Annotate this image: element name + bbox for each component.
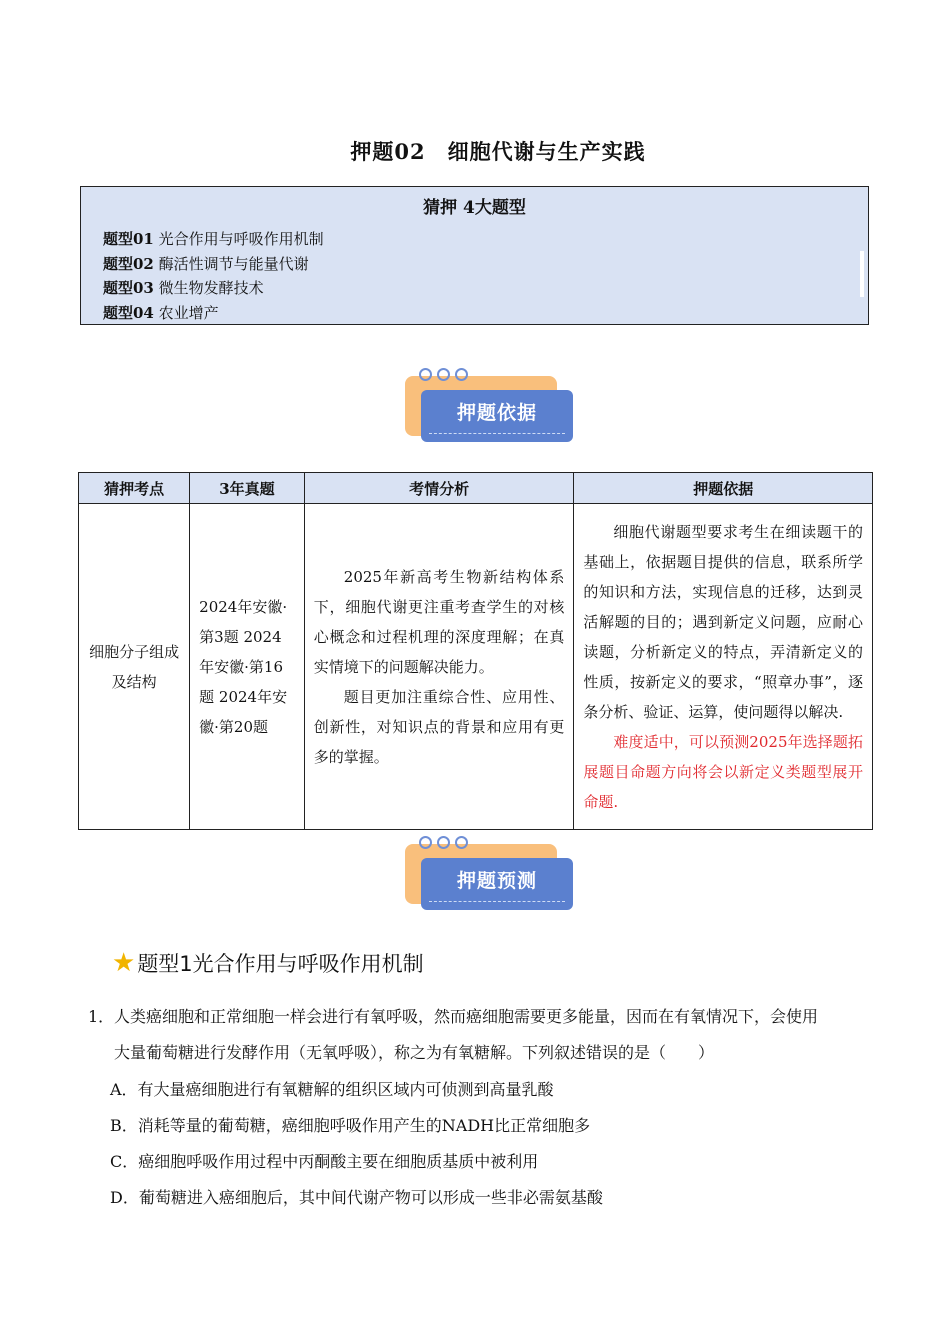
summary-item [103, 252, 324, 277]
question-stem [88, 1002, 868, 1032]
binder-ring-icon [419, 836, 432, 849]
answer-option-d[interactable]: D．葡萄糖进入癌细胞后，其中间代谢产物可以形成一些非必需氨基酸 [110, 1188, 603, 1207]
badge-label-box [421, 858, 573, 910]
table-header: 考情分析 [304, 473, 574, 504]
prediction-basis-table [78, 472, 873, 830]
summary-item [103, 276, 324, 301]
page-title: 押题02 细胞代谢与生产实践 [350, 139, 646, 164]
topic-cell: 细胞分子组成及结构 [79, 504, 190, 830]
prediction-badge [405, 834, 575, 914]
section-heading-text: 题型1光合作用与呼吸作用机制 [137, 952, 424, 976]
summary-item-text: 酶活性调节与能量代谢 [158, 254, 309, 273]
question-number: 1． [88, 1007, 115, 1026]
table-header: 猜押考点 [79, 473, 190, 504]
question-stem-line: 大量葡萄糖进行发酵作用（无氧呼吸），称之为有氧糖解。下列叙述错误的是（ ） [114, 1043, 715, 1062]
binder-ring-icon [419, 368, 432, 381]
basis-badge [405, 366, 575, 446]
badge-dashed-line [429, 433, 565, 434]
section-heading [112, 948, 424, 978]
summary-item-prefix: 题型04 [103, 303, 154, 322]
summary-item-prefix: 题型01 [103, 230, 154, 248]
summary-list [103, 227, 324, 325]
badge-label-box [421, 390, 573, 442]
analysis-paragraph: 2025年新高考生物新结构体系下，细胞代谢更注重考查学生的对核心概念和过程机理的深度理解；在真实情境下的问题解决能力。 [313, 567, 565, 676]
question-1 [88, 1002, 868, 1216]
summary-item-prefix: 题型03 [103, 279, 154, 297]
summary-item-prefix: 题型02 [103, 254, 154, 273]
binder-ring-icon [437, 368, 450, 381]
basis-paragraph: 细胞代谢题型要求考生在细读题干的基础上，依据题目提供的信息，联系所学的知识和方法，实现信息的迁移，达到灵活解题的目的；遇到新定义问题，应耐心读题，分析新定义的特点，弄清新定义的性质，按新定义的要求，“照章办事”，逐条分析、验证、运算，使问题得以解决. [583, 522, 863, 721]
answer-option-a[interactable]: A．有大量癌细胞进行有氧糖解的组织区域内可侦测到高量乳酸 [110, 1080, 554, 1099]
badge-label: 押题依据 [456, 402, 537, 424]
badge-dashed-line [429, 901, 565, 902]
table-header: 3年真题 [190, 473, 305, 504]
question-type-summary [80, 186, 869, 325]
summary-item-text: 微生物发酵技术 [158, 279, 264, 297]
analysis-paragraph: 题目更加注重综合性、应用性、创新性，对知识点的背景和应用有更多的掌握。 [313, 687, 565, 766]
summary-item-text: 农业增产 [158, 303, 219, 322]
exams-cell: 2024年安徽·第3题 2024年安徽·第16题 2024年安徽·第20题 [190, 504, 305, 830]
basis-prediction-highlight: 难度适中，可以预测2025年选择题拓展题目命题方向将会以新定义类题型展开命题. [583, 732, 863, 811]
binder-ring-icon [455, 836, 468, 849]
summary-item [103, 227, 324, 252]
answer-option-c[interactable]: C．癌细胞呼吸作用过程中丙酮酸主要在细胞质基质中被利用 [110, 1152, 539, 1171]
summary-heading: 猜押 4大题型 [423, 198, 526, 218]
binder-ring-icon [437, 836, 450, 849]
table-header: 押题依据 [574, 473, 873, 504]
summary-item-text: 光合作用与呼吸作用机制 [158, 230, 324, 248]
answer-option-b[interactable]: B．消耗等量的葡萄糖，癌细胞呼吸作用产生的NADH比正常细胞多 [110, 1116, 591, 1135]
summary-edge-mark [860, 251, 864, 297]
star-icon: ★ [112, 948, 136, 978]
analysis-cell [304, 504, 574, 830]
table-row [79, 504, 873, 830]
basis-cell [574, 504, 873, 830]
question-stem-line: 人类癌细胞和正常细胞一样会进行有氧呼吸，然而癌细胞需要更多能量，因而在有氧情况下，会使用 [114, 1007, 819, 1026]
table-header-row [79, 473, 873, 504]
badge-label: 押题预测 [456, 870, 537, 892]
summary-item [103, 301, 324, 326]
binder-ring-icon [455, 368, 468, 381]
